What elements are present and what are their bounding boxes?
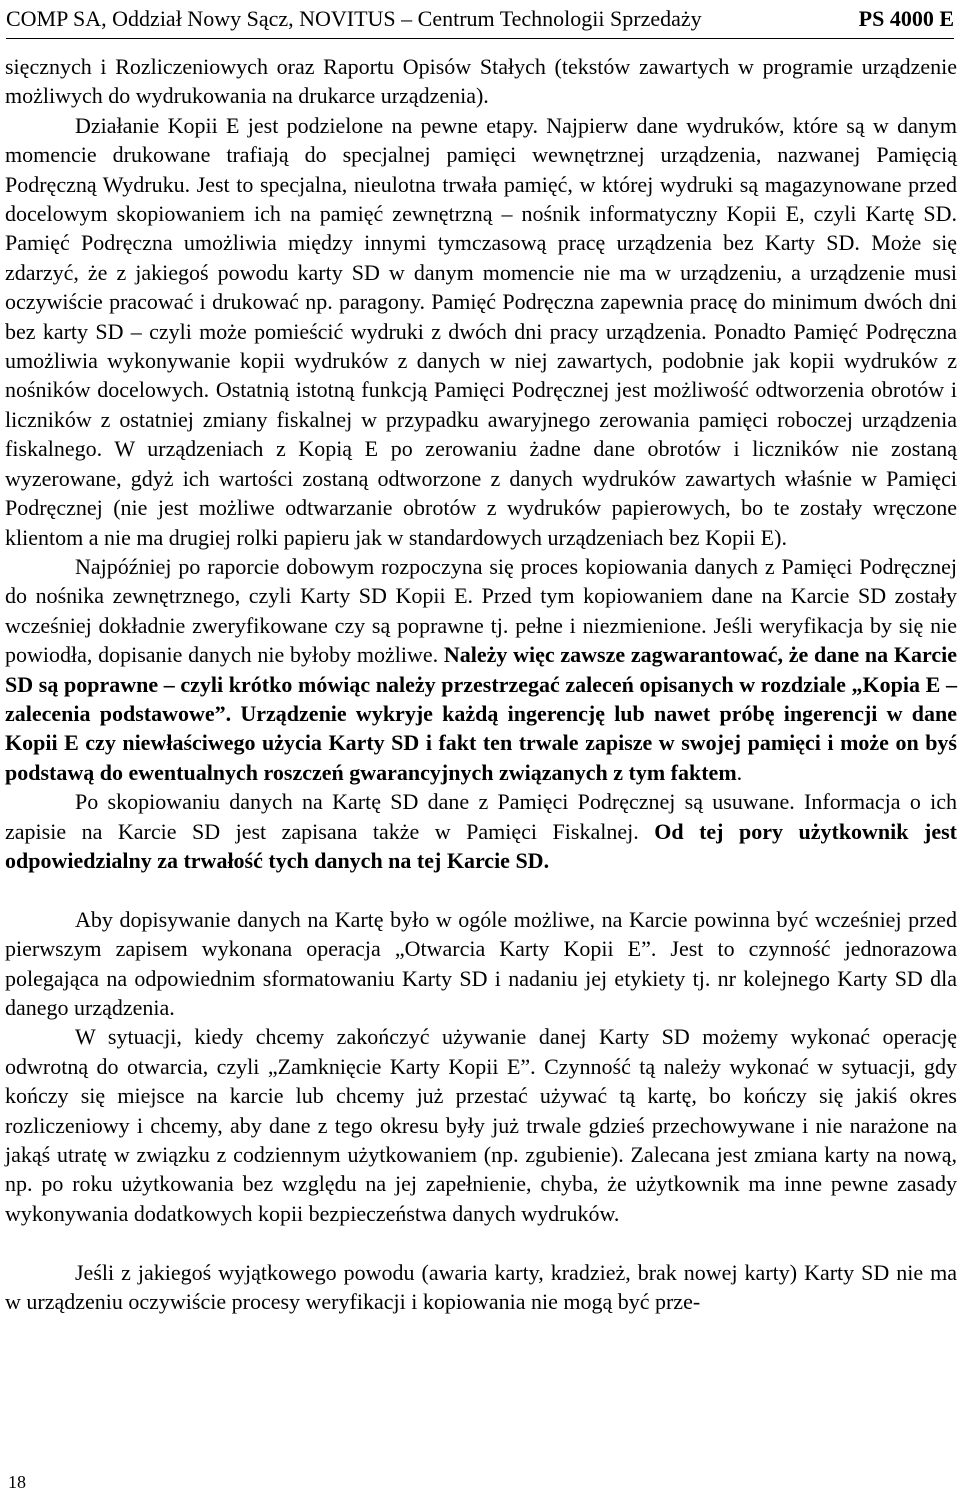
bold-text: Należy więc zawsze zagwarantować, że dane na Karcie SD są poprawne – czyli krótko mówiąc należy przestrzegać zaleceń opisanych w rozdziale „Kopia E – zalecenia podstawowe”. Urządzenie wykryje każdą ingerencję lub nawet próbę ingerencji w dane Kopii E czy niewłaściwego użycia Karty SD i fakt ten trwale zapisze w swojej pamięci i może on byś podstawą do ewentualnych roszczeń gwarancyjnych związanych z tym faktem	[5, 642, 957, 785]
paragraph	[5, 787, 957, 875]
body-text	[5, 52, 957, 1316]
page-header	[6, 4, 954, 39]
paragraph	[5, 905, 957, 1023]
header-model: PS 4000 E	[858, 6, 954, 31]
paragraph	[5, 1258, 957, 1317]
text-run: Jeśli z jakiegoś wyjątkowego powodu (awaria karty, kradzież, brak nowej karty) Karty SD nie ma w urządzeniu oczywiście procesy weryfikacji i kopiowania nie mogą być prze-	[5, 1259, 957, 1315]
text-run: Po skopiowaniu danych na Kartę SD dane z Pamięci Podręcznej są usuwane. Informacja o ich zapisie na Karcie SD jest zapisana także w Pamięci Fiskalnej.	[5, 789, 957, 844]
paragraph	[5, 52, 957, 111]
text-run: Aby dopisywanie danych na Kartę było w ogóle możliwe, na Karcie powinna być wcześniej przed pierwszym zapisem wykonana operacja „Otwarcia Karty Kopii E”. Jest to czynność jednorazowa polegająca na odpowiednim sformatowaniu Karty SD i nadaniu jej etykiety tj. nr kolejnego Karty SD dla danego urządzenia.	[5, 906, 957, 1020]
paragraph	[5, 552, 957, 787]
text-run: .	[736, 759, 743, 785]
text-run: sięcznych i Rozliczeniowych oraz Raportu Opisów Stałych (tekstów zawartych w programie urządzenie możliwych do wydrukowania na drukarce urządzenia).	[5, 54, 957, 109]
header-company: COMP SA, Oddział Nowy Sącz, NOVITUS – Centrum Technologii Sprzedaży	[6, 6, 702, 31]
text-run: Działanie Kopii E jest podzielone na pewne etapy. Najpierw dane wydruków, które są w danym momencie drukowane trafiają do specjalnej pamięci wewnętrznej urządzenia, nazwanej Pamięcią Podręczną Wydruku. Jest to specjalna, nieulotna trwała pamięć, w której wydruki są magazynowane przed docelowym skopiowaniem ich na pamięć zewnętrzną – nośnik informatyczny Kopii E, czyli Kartę SD. Pamięć Podręczna umożliwia między innymi tymczasową pracę urządzenia bez Karty SD. Może się zdarzyć, że z jakiegoś powodu karty SD w danym momencie nie ma w urządzeniu, a urządzenie musi oczywiście pracować i drukować np. paragony. Pamięć Podręczna zapewnia pracę do minimum dwóch dni bez karty SD – czyli może pomieścić wydruki z dwóch dni pracy urządzenia. Ponadto Pamięć Podręczna umożliwia wykonywanie kopii wydruków z danych w niej zawartych, podobnie jak kopii wydruków z nośników docelowych. Ostatnią istotną funkcją Pamięci Podręcznej jest możliwość odtworzenia obrotów i liczników z ostatniej zmiany fiskalnej w przypadku awaryjnego zerowania pamięci roboczej urządzenia fiskalnego. W urządzeniach z Kopią E po zerowaniu żadne dane obrotów i liczników nie zostaną wyzerowane, gdyż ich wartości zostaną odtworzone z danych wydruków zawartych właśnie w Pamięci Podręcznej (nie jest możliwe odtwarzanie obrotów z wydruków papierowych, bo te zostały wręczone klientom a nie ma drugiej rolki papieru jak w standardowych urządzeniach bez Kopii E).	[5, 112, 957, 550]
paragraph	[5, 111, 957, 552]
text-run: Najpóźniej po raporcie dobowym rozpoczyna się proces kopiowania danych z Pamięci Podręcznej do nośnika zewnętrznego, czyli Karty SD Kopii E. Przed tym kopiowaniem dane na Karcie SD zostały wcześniej dokładnie zweryfikowane czy są poprawne tj. pełne i niezmienione. Jeśli weryfikacja by się nie powiodła, dopisanie danych nie byłoby możliwe.	[5, 553, 957, 668]
text-run: W sytuacji, kiedy chcemy zakończyć używanie danej Karty SD możemy wykonać operację odwrotną do otwarcia, czyli „Zamknięcie Karty Kopii E”. Czynność tą należy wykonać w sytuacji, gdy kończy się miejsce na karcie lub chcemy już przestać używać tą kartę, bo kończy się jakiś okres rozliczeniowy i chcemy, aby dane z tego okresu były już trwale gdzieś przechowywane i nie narażone na jakąś utratę w związku z codziennym użytkowaniem (np. zgubienie). Zalecana jest zmiana karty na nową, np. po roku użytkowania bez względu na jej zapełnienie, chyba, że użytkownik ma inne pewne zasady wykonywania dodatkowych kopii bezpieczeństwa danych wydruków.	[5, 1024, 957, 1226]
bold-text: Od tej pory użytkownik jest odpowiedzialny za trwałość tych danych na tej Karcie SD.	[5, 818, 957, 873]
page-number: 18	[8, 1472, 26, 1492]
paragraph	[5, 1022, 957, 1228]
